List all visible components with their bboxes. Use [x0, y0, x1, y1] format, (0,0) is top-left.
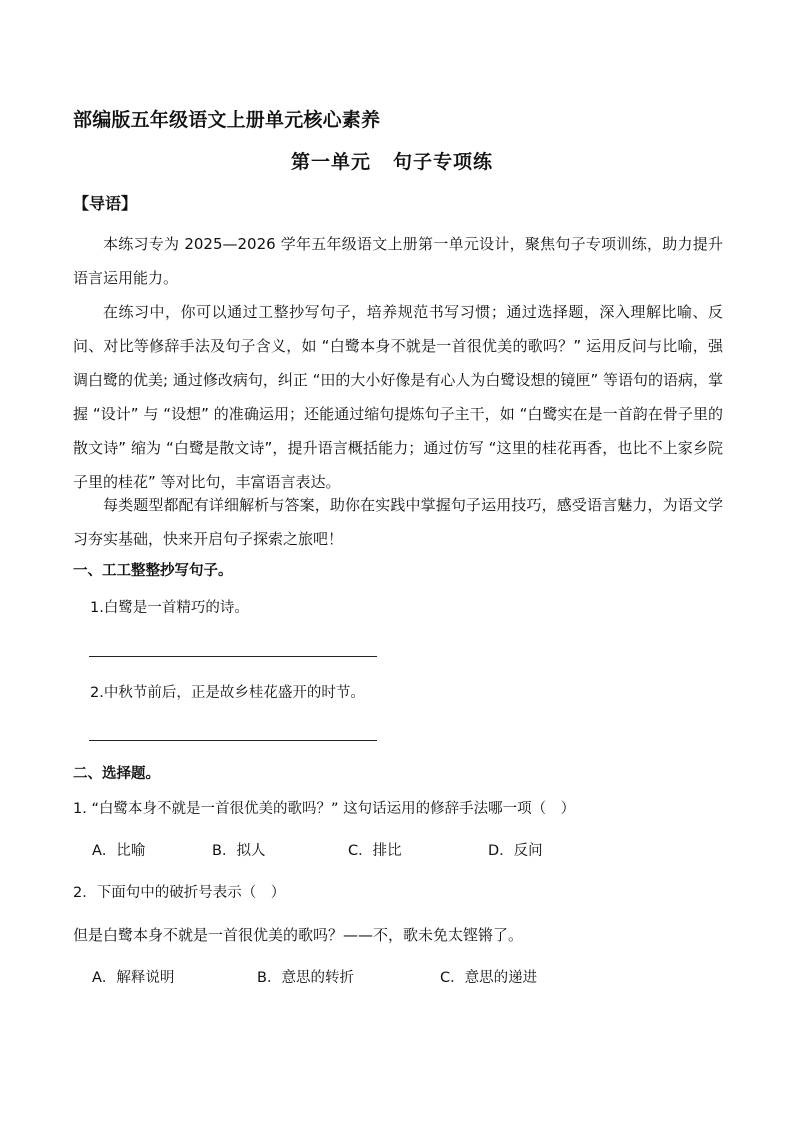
- question-1-stem: 1. “白鹭本身不就是一首很优美的歌吗？” 这句话运用的修辞手法哪一项（ ）: [73, 801, 576, 817]
- intro-paragraph: 每类题型都配有详细解析与答案，助你在实践中掌握句子运用技巧，感受语言魅力，为语文学习夯实基础，快来开启句子探索之旅吧！: [73, 496, 723, 548]
- question-1-option-d[interactable]: D．反问: [488, 843, 543, 859]
- question-2-option-b[interactable]: B．意思的转折: [257, 970, 354, 986]
- intro-label: 【导语】: [73, 194, 138, 213]
- unit-topic: 句子专项练: [393, 151, 494, 173]
- question-2-option-c[interactable]: C．意思的递进: [440, 970, 538, 986]
- unit-name: 第一单元: [291, 151, 372, 173]
- question-2-sentence: 但是白鹭本身不就是一首很优美的歌吗？——不，歌未免太铿锵了。: [73, 926, 524, 944]
- answer-line[interactable]: [89, 740, 377, 741]
- document-title: 部编版五年级语文上册单元核心素养: [73, 109, 381, 131]
- unit-subtitle: [291, 147, 493, 174]
- question-1-option-a[interactable]: A．比喻: [92, 843, 146, 859]
- question-2-option-a[interactable]: A．解释说明: [92, 970, 175, 986]
- question-1-option-c[interactable]: C．排比: [348, 843, 402, 859]
- section-heading-choice: 二、选择题。: [73, 766, 160, 782]
- answer-line[interactable]: [89, 656, 377, 657]
- intro-paragraph: 本练习专为 2025—2026 学年五年级语文上册第一单元设计，聚焦句子专项训练，助力提升语言运用能力。: [73, 235, 723, 287]
- copy-sentence-1: 1.白鹭是一首精巧的诗。: [90, 600, 249, 616]
- section-heading-copy: 一、工工整整抄写句子。: [73, 563, 233, 579]
- question-2-stem: 2．下面句中的破折号表示（ ）: [73, 885, 286, 901]
- intro-paragraph: 在练习中，你可以通过工整抄写句子，培养规范书写习惯；通过选择题，深入理解比喻、反问、对比等修辞手法及句子含义，如 “白鹭本身不就是一首很优美的歌吗？” 运用反问与比喻，强调白鹭的优美; 通过修改病句，纠正 “田的大小好像是有心人为白鹭设想的镜匣” 等语句的语病，掌握 “设计” 与 “设想” 的准确运用；还能通过缩句提炼句子主干，如 “白鹭实在是一首韵在骨子里的散文诗” 缩为 “白鹭是散文诗”，提升语言概括能力；通过仿写 “这里的桂花再香，也比不上家乡院子里的桂花” 等对比句，丰富语言表达。: [73, 303, 723, 491]
- copy-sentence-2: 2.中秋节前后，正是故乡桂花盛开的时节。: [90, 685, 365, 701]
- question-1-option-b[interactable]: B．拟人: [212, 843, 266, 859]
